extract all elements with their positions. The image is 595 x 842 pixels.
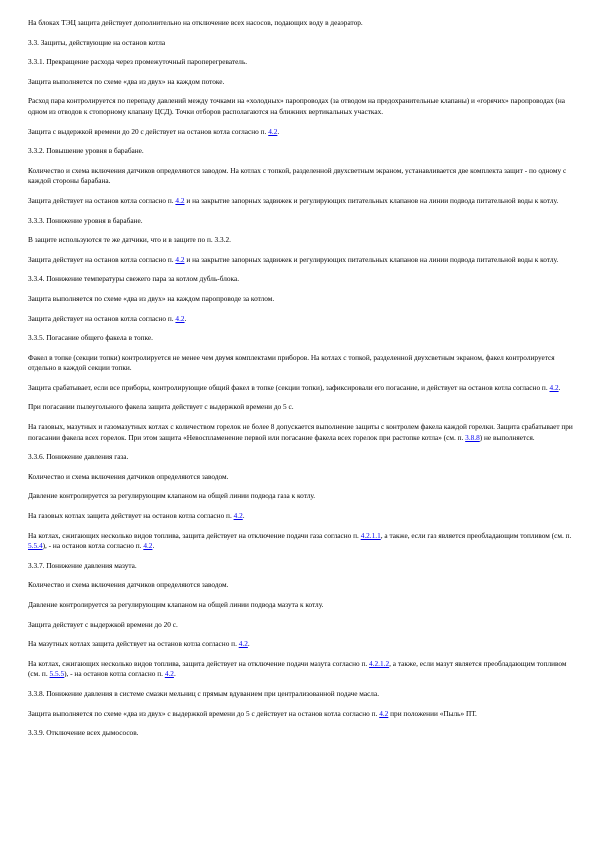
paragraph <box>28 166 573 187</box>
paragraph-text: ) не выполняется. <box>479 432 535 442</box>
paragraph <box>28 294 573 305</box>
paragraph <box>28 77 573 88</box>
paragraph-text: ), - на останов котла согласно п. <box>42 541 144 551</box>
paragraph-text: Количество и схема включения датчиков определяются заводом. <box>28 580 229 590</box>
paragraph <box>28 689 573 700</box>
paragraph <box>28 728 573 739</box>
paragraph <box>28 196 573 207</box>
paragraph-text: На мазутных котлах защита действует на останов котла согласно п. <box>28 639 239 649</box>
paragraph-text: Защита выполняется по схеме «два из двух» с выдержкой времени до 5 с действует на останов котла согласно п. <box>28 708 380 718</box>
paragraph-text: . <box>277 126 280 136</box>
paragraph-text: 3.3. Защиты, действующие на останов котла <box>28 37 166 47</box>
paragraph-text: 3.3.7. Понижение давления мазута. <box>28 560 137 570</box>
paragraph-text: На газовых котлах защита действует на останов котла согласно п. <box>28 511 234 521</box>
reference-link[interactable]: 4.2 <box>238 639 248 649</box>
paragraph <box>28 709 573 720</box>
paragraph-text: . <box>184 313 187 323</box>
reference-link[interactable]: 4.2 <box>233 511 243 521</box>
paragraph <box>28 216 573 227</box>
reference-link[interactable]: 4.2 <box>379 708 389 718</box>
paragraph-text: Защита выполняется по схеме «два из двух» на каждом паропроводе за котлом. <box>28 293 275 303</box>
paragraph-text: 3.3.8. Понижение давления в системе смазки мельниц с прямым вдуванием при централизованной подаче масла. <box>28 688 380 698</box>
paragraph <box>28 127 573 138</box>
paragraph-text: и на закрытие запорных задвижек и регулирующих питательных клапанов на линии подвода питательной воды к котлу. <box>184 195 559 205</box>
paragraph <box>28 600 573 611</box>
paragraph <box>28 353 573 374</box>
paragraph-text: Факел в топке (секции топки) контролируется не менее чем двумя комплектами приборов. На котлах с топкой, разделенной двухсветным экраном, факел контролируется отдельно в каждой секции топки. <box>28 352 555 373</box>
paragraph-text: Защита выполняется по схеме «два из двух» на каждом потоке. <box>28 76 225 86</box>
paragraph-text: . <box>173 669 176 679</box>
reference-link[interactable]: 4.2 <box>143 541 153 551</box>
reference-link[interactable]: 4.2.1.1 <box>360 530 381 540</box>
paragraph-text: . <box>247 639 250 649</box>
reference-link[interactable]: 4.2.1.2 <box>369 658 390 668</box>
paragraph-text: . <box>558 382 561 392</box>
paragraph-text: 3.3.3. Понижение уровня в барабане. <box>28 215 143 225</box>
paragraph-text: Защита действует на останов котла согласно п. <box>28 195 176 205</box>
reference-link[interactable]: 4.2 <box>175 254 185 264</box>
paragraph-text: 3.3.6. Понижение давления газа. <box>28 452 129 462</box>
paragraph-text: , а также, если газ является преобладающим топливом (см. п. <box>380 530 572 540</box>
paragraph <box>28 452 573 463</box>
paragraph <box>28 57 573 68</box>
paragraph-text: Защита с выдержкой времени до 20 с действует на останов котла согласно п. <box>28 126 269 136</box>
paragraph-text: Количество и схема включения датчиков определяются заводом. <box>28 471 229 481</box>
reference-link[interactable]: 4.2 <box>268 126 278 136</box>
paragraph-text: На блоках ТЭЦ защита действует дополнительно на отключение всех насосов, подающих воду в деаэратор. <box>28 18 363 27</box>
paragraph <box>28 314 573 325</box>
paragraph-text: 3.3.9. Отключение всех дымососов. <box>28 728 139 738</box>
paragraph-text: Защита действует на останов котла согласно п. <box>28 254 176 264</box>
paragraph-text: . <box>152 541 155 551</box>
paragraph-text: . <box>242 511 245 521</box>
paragraph <box>28 659 573 680</box>
paragraph-text: Расход пара контролируется по перепаду давлений между точками на «холодных» паропроводах (за отводом на предохранительные клапаны) и «горячих» паропроводах (на одном из отводов к стопорному клапану ЦСД). Точки отборов располагаются на ближних вертикальных участках. <box>28 96 565 116</box>
paragraph-text: 3.3.5. Погасание общего факела в топке. <box>28 333 153 343</box>
reference-link[interactable]: 4.2 <box>164 669 174 679</box>
paragraph-text: , а также, если мазут является преобладающим топливом (см. п. <box>28 658 567 679</box>
paragraph <box>28 402 573 413</box>
paragraph <box>28 491 573 502</box>
paragraph-text: На котлах, сжигающих несколько видов топлива, защита действует на отключение подачи газа согласно п. <box>28 530 361 540</box>
paragraph-text: ), - на останов котла согласно п. <box>64 669 165 679</box>
paragraph <box>28 639 573 650</box>
paragraph <box>28 511 573 522</box>
paragraph-text: На котлах, сжигающих несколько видов топлива, защита действует на отключение подачи мазута согласно п. <box>28 658 370 668</box>
paragraph <box>28 580 573 591</box>
paragraph-text: В защите используются те же датчики, что и в защите по п. 3.3.2. <box>28 235 231 245</box>
paragraph <box>28 96 573 117</box>
paragraph-text: При погасании пылеугольного факела защита действует с выдержкой времени до 5 с. <box>28 402 294 412</box>
paragraph <box>28 274 573 285</box>
paragraph <box>28 620 573 631</box>
paragraph <box>28 255 573 266</box>
paragraph <box>28 383 573 394</box>
paragraph-text: и на закрытие запорных задвижек и регулирующих питательных клапанов на линии подвода питательной воды к котлу. <box>184 254 559 264</box>
reference-link[interactable]: 5.5.5 <box>49 669 65 679</box>
paragraph-text: 3.3.1. Прекращение расхода через промежуточный пароперегреватель. <box>28 57 248 67</box>
paragraph-text: Защита срабатывает, если все приборы, контролирующие общий факел в топке (секции топки), зафиксировали его погасание, и действует на останов котла согласно п. <box>28 382 550 392</box>
paragraph <box>28 561 573 572</box>
paragraph <box>28 422 573 443</box>
reference-link[interactable]: 4.2 <box>175 313 185 323</box>
paragraph-text: На газовых, мазутных и газомазутных котлах с количеством горелок не более 8 допускается выполнение защиты с контролем факела каждой горелки. Защита срабатывает при погасании факела всех горелок. При этом защита «Невоспламенение первой или погасание факела всех горелок при растопке котла» (см. п. <box>28 422 573 442</box>
reference-link[interactable]: 3.8.8 <box>465 432 480 442</box>
paragraph-text: Давление контролируется за регулирующим клапаном на общей линии подвода мазута к котлу. <box>28 600 324 609</box>
paragraph <box>28 235 573 246</box>
reference-link[interactable]: 4.2 <box>175 195 185 205</box>
paragraph <box>28 333 573 344</box>
paragraph-text: Защита действует с выдержкой времени до 20 с. <box>28 619 178 629</box>
paragraph <box>28 146 573 157</box>
paragraph-text: Количество и схема включения датчиков определяются заводом. На котлах с топкой, разделенной двухсветным экраном, устанавливается две комплекта защит - по одному с каждой стороны барабана. <box>28 165 567 186</box>
paragraph <box>28 531 573 552</box>
paragraph-text: Давление контролируется за регулирующим клапаном на общей линии подвода газа к котлу. <box>28 491 316 501</box>
paragraph <box>28 472 573 483</box>
paragraph <box>28 18 573 29</box>
paragraph-text: 3.3.4. Понижение температуры свежего пара за котлом дубль-блока. <box>28 274 240 284</box>
paragraph-text: Защита действует на останов котла согласно п. <box>28 313 176 323</box>
reference-link[interactable]: 5.5.4 <box>28 541 43 551</box>
paragraph-text: 3.3.2. Повышение уровня в барабане. <box>28 146 144 156</box>
paragraph <box>28 38 573 49</box>
reference-link[interactable]: 4.2 <box>549 382 559 392</box>
paragraph-text: при положении «Пыль» ПТ. <box>388 708 477 718</box>
